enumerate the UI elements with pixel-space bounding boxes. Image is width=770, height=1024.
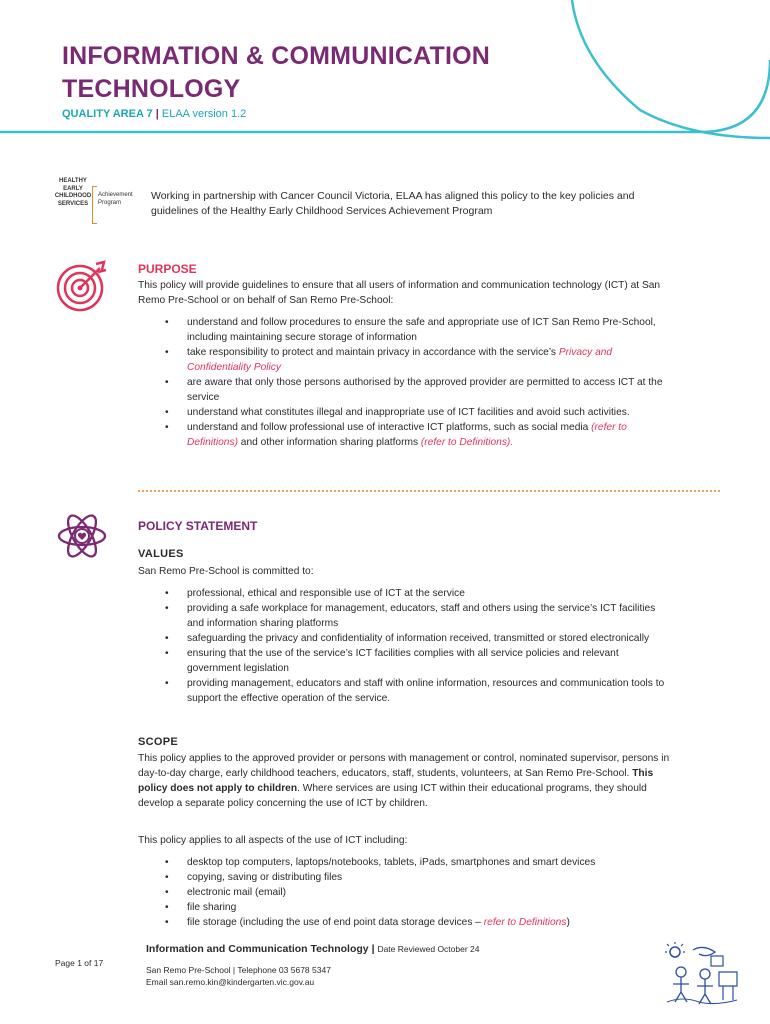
quality-area: QUALITY AREA 7 xyxy=(62,108,153,120)
definitions-link[interactable]: refer to Definitions xyxy=(483,917,567,928)
version-label: ELAA version 1.2 xyxy=(161,108,247,120)
purpose-list xyxy=(165,315,675,450)
list-item: • safeguarding the privacy and confidentiality of information received, transmitted or stored electronically xyxy=(165,631,675,646)
footer-contact: San Remo Pre-School | Telephone 03 5678 5347 xyxy=(146,965,331,975)
date-reviewed: Date Reviewed October 24 xyxy=(377,944,480,954)
kindergarten-logo xyxy=(663,942,741,1006)
values-heading: VALUES xyxy=(138,548,184,560)
list-item: • providing a safe workplace for management, educators, staff and others using the service’s ICT facilities and information sharing platforms xyxy=(165,601,675,631)
section-divider xyxy=(138,490,720,492)
purpose-heading: PURPOSE xyxy=(138,262,197,276)
list-item: • providing management, educators and staff with online information, resources and communication tools to support the effective operation of the service. xyxy=(165,676,675,706)
subtitle-separator: | xyxy=(155,108,159,120)
privacy-policy-link[interactable]: Privacy and Confidentiality Policy xyxy=(187,347,613,373)
list-item: • copying, saving or distributing files xyxy=(165,870,675,885)
list-item: • professional, ethical and responsible use of ICT at the service xyxy=(165,586,675,601)
heas-logo-subtext: Achievement Program xyxy=(98,192,133,206)
values-intro: San Remo Pre-School is committed to: xyxy=(138,566,314,577)
scope-heading: SCOPE xyxy=(138,736,179,748)
values-list xyxy=(165,586,675,706)
target-icon xyxy=(54,258,110,314)
list-item: • understand what constitutes illegal and inappropriate use of ICT facilities and avoid such activities. xyxy=(165,405,675,420)
policy-statement-heading: POLICY STATEMENT xyxy=(138,519,258,533)
scope-list xyxy=(165,855,675,930)
document-subtitle xyxy=(62,108,246,120)
purpose-intro: This policy will provide guidelines to ensure that all users of information and communication technology (ICT) at San Remo Pre-School or on behalf of San Remo Pre-School: xyxy=(138,280,661,306)
partnership-statement: Working in partnership with Cancer Council Victoria, ELAA has aligned this policy to the key policies and guidelines of the Healthy Early Childhood Services Achievement Program xyxy=(151,190,635,217)
footer-email: Email san.remo.kin@kindergarten.vic.gov.au xyxy=(146,977,315,987)
scope-paragraph: This policy applies to the approved provider or persons with management or control, nominated supervisor, persons in day-to-day charge, early childhood teachers, educators, staff, students, volunteers, at San Remo Pre-School. This policy does not apply to children. Where services are using ICT within their educational programs, they should develop a separate policy concerning the use of ICT by children. xyxy=(138,753,670,809)
page-number: Page 1 of 17 xyxy=(55,958,104,968)
list-item: • desktop top computers, laptops/notebooks, tablets, iPads, smartphones and smart devices xyxy=(165,855,675,870)
list-item: • ensuring that the use of the service’s ICT facilities complies with all service policies and relevant government legislation xyxy=(165,646,675,676)
atom-heart-icon xyxy=(56,510,108,562)
logo-bracket xyxy=(92,186,97,224)
list-item: • file storage (including the use of end point data storage devices – refer to Definitions) xyxy=(165,915,675,930)
list-item: • take responsibility to protect and maintain privacy in accordance with the service’s Privacy and Confidentiality Policy xyxy=(165,345,675,375)
footer-title: Information and Communication Technology | Date Reviewed October 24 xyxy=(146,943,480,955)
definitions-link[interactable]: (refer to Definitions). xyxy=(420,437,514,448)
heas-logo-text: HEALTHY EARLY CHILDHOOD SERVICES xyxy=(54,178,92,207)
scope-applies: This policy applies to all aspects of the use of ICT including: xyxy=(138,835,408,846)
heas-logo xyxy=(52,178,136,228)
list-item: • are aware that only those persons authorised by the approved provider are permitted to access ICT at the service xyxy=(165,375,675,405)
list-item: • file sharing xyxy=(165,900,675,915)
list-item: • understand and follow procedures to ensure the safe and appropriate use of ICT San Remo Pre-School, including maintaining secure storage of information xyxy=(165,315,675,345)
page-title: INFORMATION & COMMUNICATION TECHNOLOGY xyxy=(62,42,491,103)
list-item: • electronic mail (email) xyxy=(165,885,675,900)
definitions-link[interactable]: (refer to Definitions) xyxy=(187,422,627,448)
list-item: • understand and follow professional use of interactive ICT platforms, such as social media (refer to Definitions) and other information sharing platforms (refer to Definitions). xyxy=(165,420,675,450)
